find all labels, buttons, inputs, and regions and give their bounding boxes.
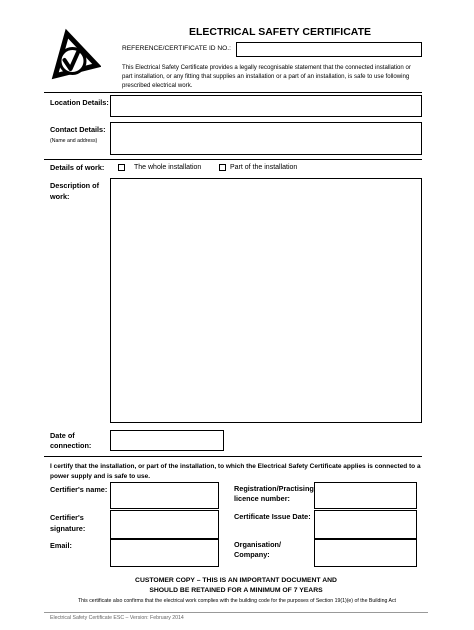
whole-installation-checkbox[interactable]	[118, 164, 125, 171]
compliance-statement: This certificate also confirms that the electrical work complies with the building code for the purposes of Section 19(1)(e) of the Building Act	[77, 598, 397, 604]
rcm-compliance-logo	[44, 28, 101, 84]
contact-label-text: Contact Details:	[50, 125, 106, 134]
customer-copy-line1: CUSTOMER COPY – THIS IS AN IMPORTANT DOCUMENT AND	[135, 577, 337, 584]
organisation-label-line2: Company:	[234, 550, 270, 559]
details-of-work-label: Details of work:	[50, 163, 105, 172]
description-label-line2: work:	[50, 192, 70, 201]
date-label-line2: connection:	[50, 441, 92, 450]
reference-label: REFERENCE/CERTIFICATE ID NO.:	[122, 45, 231, 52]
certificate-title: ELECTRICAL SAFETY CERTIFICATE	[188, 26, 371, 38]
organisation-label-line1: Organisation/	[234, 540, 282, 549]
footer-version: Electrical Safety Certificate ESC – Version: February 2014	[50, 615, 184, 621]
certifier-signature-label	[50, 512, 85, 534]
organisation-field[interactable]	[314, 539, 417, 567]
contact-details-field[interactable]	[110, 122, 422, 155]
date-label-line1: Date of	[50, 431, 75, 440]
customer-copy-notice	[44, 576, 428, 595]
part-installation-checkbox[interactable]	[219, 164, 226, 171]
header-divider	[44, 92, 422, 93]
date-of-connection-field[interactable]	[110, 430, 224, 451]
certifier-signature-label-line1: Certifier's	[50, 513, 84, 522]
intro-text: This Electrical Safety Certificate provides a legally recognisable statement that the connected installation or part installation, or any fitting that supplies an installation or a part of an installation, is safe to use following prescribed electrical work.	[122, 64, 411, 89]
contact-sublabel: (Name and address)	[50, 137, 98, 144]
certify-statement: I certify that the installation, or part of the installation, to which the Electrical Safety Certificate applies is connected to a power supply and is safe to use.	[50, 463, 421, 480]
organisation-label	[234, 540, 281, 560]
location-label: Location Details:	[50, 98, 109, 107]
registration-number-field[interactable]	[314, 482, 417, 509]
footer-divider	[44, 612, 428, 613]
certifier-name-label: Certifier's name:	[50, 485, 108, 494]
certify-divider	[44, 456, 422, 457]
contact-label	[50, 125, 106, 146]
issue-date-field[interactable]	[314, 510, 417, 539]
issue-date-label: Certificate Issue Date:	[234, 512, 311, 521]
part-installation-label: Part of the installation	[230, 164, 298, 171]
date-label	[50, 431, 91, 451]
certifier-name-field[interactable]	[110, 482, 219, 509]
contact-divider	[44, 159, 422, 160]
registration-label	[234, 484, 314, 504]
description-of-work-field[interactable]	[110, 178, 422, 423]
certifier-signature-label-line2: signature:	[50, 524, 86, 533]
reference-id-field[interactable]	[236, 42, 422, 57]
registration-label-line2: licence number:	[234, 494, 290, 503]
certifier-signature-field[interactable]	[110, 510, 219, 539]
email-label: Email:	[50, 541, 72, 550]
description-label	[50, 180, 99, 202]
location-details-field[interactable]	[110, 95, 422, 117]
customer-copy-line2: SHOULD BE RETAINED FOR A MINIMUM OF 7 YEARS	[149, 586, 323, 594]
description-label-line1: Description of	[50, 181, 100, 190]
email-field[interactable]	[110, 539, 219, 567]
whole-installation-label: The whole installation	[134, 164, 202, 171]
registration-label-line1: Registration/Practising	[234, 484, 314, 493]
